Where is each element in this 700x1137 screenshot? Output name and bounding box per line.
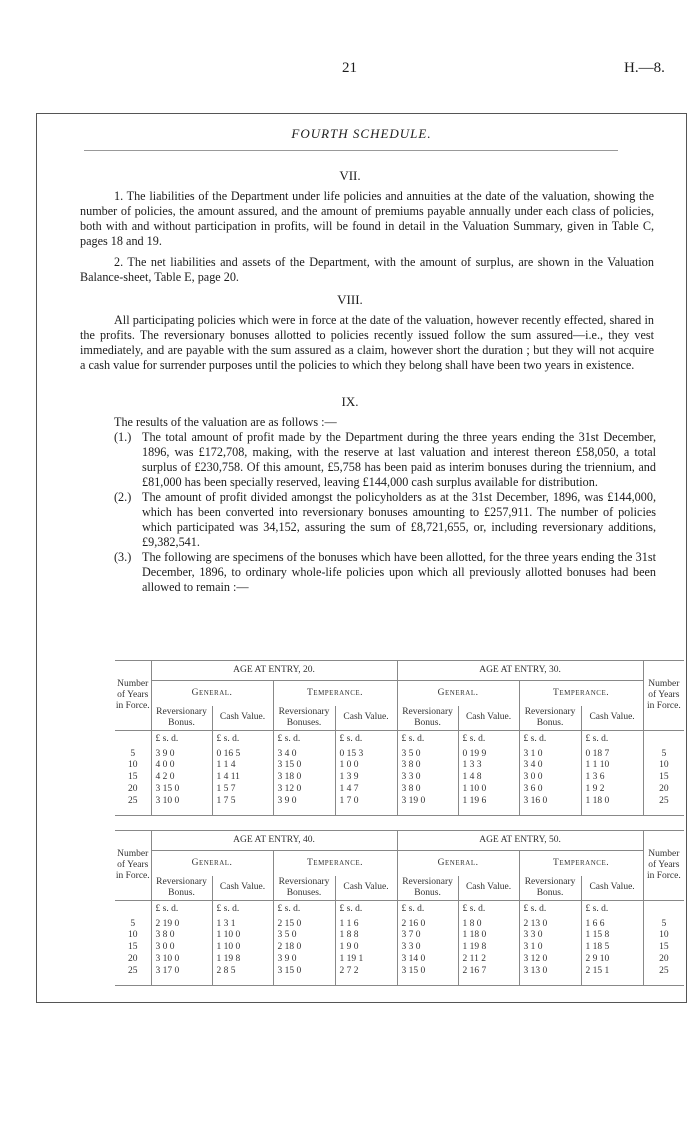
shilling-label: s. (530, 733, 537, 744)
value-cell: 1 1 4 (212, 760, 273, 772)
list-item-text: The amount of profit divided amongst the policyholders as at the 31st December, 1896, was £144,000, which has been converted into reversionary bonuses amounting to £257,911. The number of policies which participated was 34,152, assuring the sum of £8,721,655, or, including reversionary additions, £9,382,541. (142, 490, 656, 549)
years-cell: 20 (115, 954, 151, 966)
general-header: General. (151, 681, 273, 706)
value-cell: 3 13 0 (519, 966, 581, 978)
value-cell: 1 8 0 (458, 919, 519, 931)
unit-labels (151, 901, 212, 919)
years-cell: 20 (115, 784, 151, 796)
table-row (115, 930, 684, 942)
years-cell: 25 (115, 796, 151, 808)
years-header: Number of Years in Force. (115, 831, 151, 901)
rev-bonus-header: Reversionary Bonus. (397, 706, 458, 731)
shilling-label: s. (223, 733, 230, 744)
cash-value-header: Cash Value. (581, 706, 643, 731)
years-cell: 15 (115, 772, 151, 784)
page-reference: H.—8. (624, 60, 665, 76)
value-cell: 3 14 0 (397, 954, 458, 966)
table-row (115, 966, 684, 978)
value-cell: 3 15 0 (151, 784, 212, 796)
temperance-header: Temperance. (519, 681, 643, 706)
pence-label: d. (232, 903, 240, 914)
value-cell: 1 9 2 (581, 784, 643, 796)
years-cell: 25 (659, 965, 669, 976)
pound-label: £ (216, 903, 222, 914)
pound-label: £ (462, 733, 468, 744)
pound-label: £ (401, 903, 407, 914)
pound-label: £ (585, 733, 591, 744)
value-cell: 0 16 5 (212, 749, 273, 761)
cash-value-header: Cash Value. (212, 876, 273, 901)
pound-label: £ (339, 733, 345, 744)
value-cell: 3 5 0 (397, 749, 458, 761)
pound-label: £ (339, 903, 345, 914)
temperance-header: Temperance. (519, 851, 643, 876)
rev-bonus-header: Reversionary Bonus. (151, 706, 212, 731)
unit-labels (273, 731, 335, 749)
value-cell: 3 3 0 (397, 942, 458, 954)
pound-label: £ (401, 733, 407, 744)
rev-bonus-header: Reversionary Bonus. (151, 876, 212, 901)
value-cell: 1 19 6 (458, 796, 519, 808)
pence-label: d. (601, 903, 609, 914)
value-cell: 2 15 1 (581, 966, 643, 978)
value-cell: 2 18 0 (273, 942, 335, 954)
value-cell: 1 18 0 (458, 930, 519, 942)
cash-value-header: Cash Value. (335, 706, 397, 731)
list-item-number: (1.) (114, 430, 132, 444)
unit-labels (151, 731, 212, 749)
value-cell: 1 15 8 (581, 930, 643, 942)
years-cell: 10 (115, 930, 151, 942)
value-cell: 1 8 8 (335, 930, 397, 942)
pence-label: d. (171, 903, 179, 914)
bonus-table-ages-40-50 (115, 830, 684, 986)
page-number: 21 (342, 60, 357, 76)
value-cell: 3 9 0 (151, 749, 212, 761)
section-vii-heading: VII. (339, 168, 361, 183)
cash-value-header: Cash Value. (581, 876, 643, 901)
shilling-label: s. (530, 903, 537, 914)
value-cell: 2 13 0 (519, 919, 581, 931)
value-cell: 3 18 0 (273, 772, 335, 784)
pound-label: £ (277, 903, 283, 914)
value-cell: 2 19 0 (151, 919, 212, 931)
value-cell: 1 18 0 (581, 796, 643, 808)
years-cell: 20 (659, 783, 669, 794)
cash-value-header: Cash Value. (458, 706, 519, 731)
age-header: AGE AT ENTRY, 20. (151, 661, 397, 681)
pence-label: d. (293, 903, 301, 914)
years-cell: 20 (659, 953, 669, 964)
years-cell: 15 (659, 942, 669, 953)
value-cell: 3 10 0 (151, 796, 212, 808)
shilling-label: s. (346, 733, 353, 744)
list-item (80, 490, 656, 550)
rev-bonus-header: Reversionary Bonus. (519, 706, 581, 731)
pence-label: d. (171, 733, 179, 744)
value-cell: 3 7 0 (397, 930, 458, 942)
value-cell: 3 3 0 (397, 772, 458, 784)
list-item-number: (2.) (114, 490, 132, 504)
cash-value-header: Cash Value. (212, 706, 273, 731)
pence-label: d. (539, 733, 547, 744)
value-cell: 3 9 0 (273, 796, 335, 808)
unit-labels (335, 731, 397, 749)
shilling-label: s. (408, 733, 415, 744)
age-header: AGE AT ENTRY, 50. (397, 831, 643, 851)
general-header: General. (151, 851, 273, 876)
unit-labels (581, 731, 643, 749)
schedule-title: FOURTH SCHEDULE. (291, 126, 432, 141)
unit-labels (397, 731, 458, 749)
value-cell: 3 19 0 (397, 796, 458, 808)
pence-label: d. (355, 733, 363, 744)
pound-label: £ (277, 733, 283, 744)
value-cell: 2 9 10 (581, 954, 643, 966)
value-cell: 4 2 0 (151, 772, 212, 784)
rev-bonus-header: Reversionary Bonus. (397, 876, 458, 901)
value-cell: 4 0 0 (151, 760, 212, 772)
years-header: Number of Years in Force. (643, 831, 684, 901)
shilling-label: s. (469, 733, 476, 744)
rev-bonus-header: Reversionary Bonus. (519, 876, 581, 901)
years-cell: 5 (115, 749, 151, 761)
value-cell: 3 15 0 (273, 966, 335, 978)
value-cell: 3 0 0 (519, 772, 581, 784)
value-cell: 1 4 8 (458, 772, 519, 784)
years-cell: 15 (659, 772, 669, 783)
value-cell: 1 3 3 (458, 760, 519, 772)
value-cell: 2 15 0 (273, 919, 335, 931)
table-row (115, 796, 684, 808)
years-cell: 10 (115, 760, 151, 772)
unit-labels (212, 901, 273, 919)
pence-label: d. (478, 903, 486, 914)
value-cell: 2 16 0 (397, 919, 458, 931)
bonus-table-ages-20-30 (115, 660, 684, 816)
unit-labels (335, 901, 397, 919)
pound-label: £ (216, 733, 222, 744)
pound-label: £ (523, 903, 529, 914)
shilling-label: s. (284, 903, 291, 914)
shilling-label: s. (592, 903, 599, 914)
years-cell: 15 (115, 942, 151, 954)
years-cell: 5 (115, 919, 151, 931)
value-cell: 1 10 0 (212, 930, 273, 942)
value-cell: 1 1 10 (581, 760, 643, 772)
pound-label: £ (155, 903, 161, 914)
temperance-header: Temperance. (273, 851, 397, 876)
age-header: AGE AT ENTRY, 30. (397, 661, 643, 681)
rev-bonus-header: Reversionary Bonuses. (273, 876, 335, 901)
value-cell: 3 5 0 (273, 930, 335, 942)
unit-labels (212, 731, 273, 749)
years-cell: 25 (115, 966, 151, 978)
value-cell: 3 1 0 (519, 749, 581, 761)
general-header: General. (397, 851, 519, 876)
value-cell: 1 4 7 (335, 784, 397, 796)
value-cell: 1 3 1 (212, 919, 273, 931)
unit-labels (458, 731, 519, 749)
list-item (80, 430, 656, 490)
value-cell: 3 17 0 (151, 966, 212, 978)
value-cell: 1 1 6 (335, 919, 397, 931)
list-item-text: The total amount of profit made by the Department during the three years ending the 31st December, 1896, was £172,708, making, with the reserve at last valuation and interest thereon £58,050, a total surplus of £230,758. Of this amount, £5,758 has been paid as interim bonuses during the triennium, and £81,000 has been specially reserved, leaving £144,000 cash surplus available for distribution. (142, 430, 656, 489)
value-cell: 3 4 0 (273, 749, 335, 761)
value-cell: 0 19 9 (458, 749, 519, 761)
value-cell: 3 12 0 (519, 954, 581, 966)
unit-labels (273, 901, 335, 919)
value-cell: 3 0 0 (151, 942, 212, 954)
pound-label: £ (462, 903, 468, 914)
pence-label: d. (601, 733, 609, 744)
value-cell: 1 3 6 (581, 772, 643, 784)
table-row (115, 772, 684, 784)
shilling-label: s. (469, 903, 476, 914)
value-cell: 2 16 7 (458, 966, 519, 978)
unit-labels (519, 731, 581, 749)
value-cell: 1 19 1 (335, 954, 397, 966)
pence-label: d. (417, 903, 425, 914)
value-cell: 3 12 0 (273, 784, 335, 796)
value-cell: 1 19 8 (458, 942, 519, 954)
unit-labels (397, 901, 458, 919)
value-cell: 1 3 9 (335, 772, 397, 784)
section-ix-list (80, 430, 656, 595)
value-cell: 3 8 0 (397, 784, 458, 796)
years-cell: 10 (659, 760, 669, 771)
value-cell: 1 0 0 (335, 760, 397, 772)
years-header: Number of Years in Force. (115, 661, 151, 731)
years-cell: 25 (659, 795, 669, 806)
age-header: AGE AT ENTRY, 40. (151, 831, 397, 851)
rev-bonus-header: Reversionary Bonuses. (273, 706, 335, 731)
pence-label: d. (232, 733, 240, 744)
value-cell: 1 7 0 (335, 796, 397, 808)
value-cell: 0 18 7 (581, 749, 643, 761)
value-cell: 3 16 0 (519, 796, 581, 808)
value-cell: 1 5 7 (212, 784, 273, 796)
pence-label: d. (417, 733, 425, 744)
value-cell: 1 6 6 (581, 919, 643, 931)
unit-labels (458, 901, 519, 919)
table-row (115, 760, 684, 772)
section-viii-para: All participating policies which were in force at the date of the valuation, however recently effected, shared in the profits. The reversionary bonuses allotted to policies recently issued follow the sum assured—i.e., they vest immediately, and are payable with the sum assured as a claim, however short the duration ; but they will not acquire a cash value for surrender purposes until the policies to which they belong shall have been two years in existence. (80, 313, 654, 372)
general-header: General. (397, 681, 519, 706)
section-vii-para2: 2. The net liabilities and assets of the Department, with the amount of surplus, are shown in the Valuation Balance-sheet, Table E, page 20. (80, 255, 654, 284)
value-cell: 3 4 0 (519, 760, 581, 772)
shilling-label: s. (408, 903, 415, 914)
list-item (80, 550, 656, 595)
section-viii-heading: VIII. (337, 292, 363, 307)
years-cell: 5 (661, 748, 667, 759)
value-cell: 3 6 0 (519, 784, 581, 796)
value-cell: 1 19 8 (212, 954, 273, 966)
table-row (115, 942, 684, 954)
value-cell: 1 7 5 (212, 796, 273, 808)
value-cell: 3 8 0 (151, 930, 212, 942)
table-row (115, 749, 684, 761)
list-item-text: The following are specimens of the bonuses which have been allotted, for the three years ending the 31st December, 1896, to ordinary whole-life policies upon which all previously allotted bonuses had been allowed to remain :— (142, 550, 656, 594)
cash-value-header: Cash Value. (458, 876, 519, 901)
value-cell: 3 15 0 (273, 760, 335, 772)
shilling-label: s. (284, 733, 291, 744)
shilling-label: s. (223, 903, 230, 914)
value-cell: 3 1 0 (519, 942, 581, 954)
value-cell: 1 18 5 (581, 942, 643, 954)
pence-label: d. (293, 733, 301, 744)
value-cell: 3 15 0 (397, 966, 458, 978)
years-cell: 10 (659, 930, 669, 941)
pence-label: d. (478, 733, 486, 744)
years-cell: 5 (661, 918, 667, 929)
value-cell: 2 11 2 (458, 954, 519, 966)
value-cell: 1 9 0 (335, 942, 397, 954)
value-cell: 3 8 0 (397, 760, 458, 772)
value-cell: 3 9 0 (273, 954, 335, 966)
pound-label: £ (585, 903, 591, 914)
shilling-label: s. (162, 733, 169, 744)
section-ix-heading: IX. (341, 394, 359, 409)
unit-labels (519, 901, 581, 919)
value-cell: 1 4 11 (212, 772, 273, 784)
unit-labels (581, 901, 643, 919)
value-cell: 3 3 0 (519, 930, 581, 942)
value-cell: 2 7 2 (335, 966, 397, 978)
pound-label: £ (523, 733, 529, 744)
temperance-header: Temperance. (273, 681, 397, 706)
table-row (115, 784, 684, 796)
title-rule (84, 150, 618, 151)
shilling-label: s. (592, 733, 599, 744)
shilling-label: s. (346, 903, 353, 914)
shilling-label: s. (162, 903, 169, 914)
pence-label: d. (355, 903, 363, 914)
value-cell: 1 10 0 (212, 942, 273, 954)
value-cell: 2 8 5 (212, 966, 273, 978)
section-ix-intro: The results of the valuation are as follows :— (114, 415, 337, 429)
pound-label: £ (155, 733, 161, 744)
years-header: Number of Years in Force. (643, 661, 684, 731)
section-vii-para1: 1. The liabilities of the Department under life policies and annuities at the date of the valuation, showing the number of policies, the amount assured, and the amount of premiums payable annually under each class of policies, both with and without participation in profits, will be found in detail in the Valuation Summary, given in Table C, pages 18 and 19. (80, 189, 654, 248)
list-item-number: (3.) (114, 550, 132, 564)
value-cell: 3 10 0 (151, 954, 212, 966)
cash-value-header: Cash Value. (335, 876, 397, 901)
value-cell: 1 10 0 (458, 784, 519, 796)
table-row (115, 919, 684, 931)
table-row (115, 954, 684, 966)
value-cell: 0 15 3 (335, 749, 397, 761)
pence-label: d. (539, 903, 547, 914)
